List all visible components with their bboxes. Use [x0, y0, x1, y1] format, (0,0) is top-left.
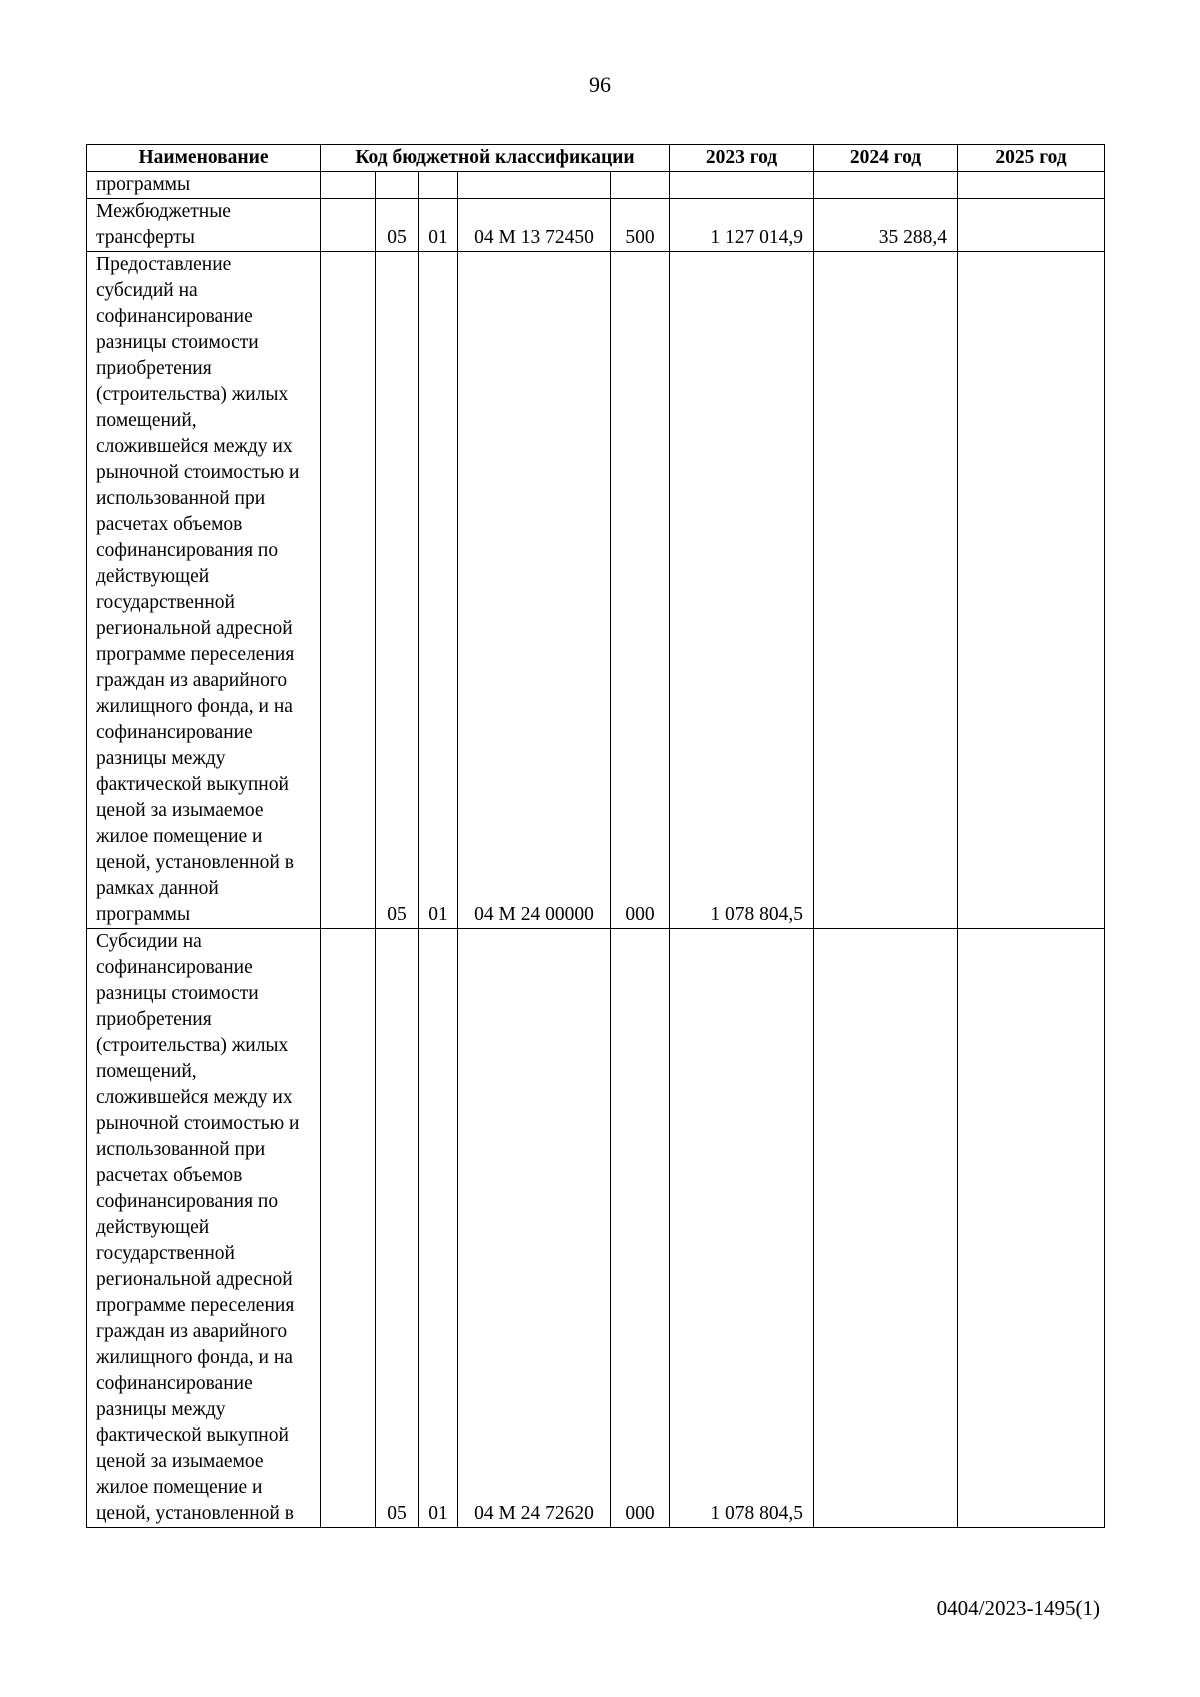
row-name-line: использованной при: [96, 488, 266, 509]
header-name: Наименование: [87, 145, 321, 172]
row-name-line: программе переселения: [96, 1295, 295, 1316]
amount-2025: [958, 929, 1105, 1528]
document-id: 0404/2023-1495(1): [936, 1596, 1100, 1620]
code-cell-target: [458, 172, 611, 199]
amount-2024: [814, 172, 958, 199]
row-name-line: программы: [96, 174, 191, 195]
row-name-line: фактической выкупной: [96, 774, 289, 795]
row-name-line: трансферты: [96, 227, 195, 248]
amount-2025: [958, 252, 1105, 929]
row-name-line: разницы между: [96, 748, 226, 769]
row-name-line: действующей: [96, 566, 210, 587]
row-name-line: жилое помещение и: [96, 826, 263, 847]
budget-table: [86, 144, 1105, 1528]
row-name-line: жилое помещение и: [96, 1477, 263, 1498]
code-cell-target: 04 М 24 00000: [458, 252, 611, 929]
row-name-line: программе переселения: [96, 644, 295, 665]
row-name-line: расчетах объемов: [96, 1165, 243, 1186]
code-cell-section: 05: [376, 252, 419, 929]
code-cell-1: [321, 929, 376, 1528]
row-name-line: государственной: [96, 1243, 235, 1264]
header-budget-code: Код бюджетной классификации: [321, 145, 670, 172]
row-name-line: программы: [96, 904, 191, 925]
row-name-line: ценой за изымаемое: [96, 1451, 264, 1472]
row-name-line: фактической выкупной: [96, 1425, 289, 1446]
row-name: [87, 929, 321, 1528]
row-name-line: разницы стоимости: [96, 983, 259, 1004]
amount-2023: [670, 172, 814, 199]
amount-2024: 35 288,4: [814, 199, 958, 252]
header-2025: 2025 год: [958, 145, 1105, 172]
code-cell-expense-type: 000: [611, 929, 670, 1528]
amount-2023: 1 078 804,5: [670, 252, 814, 929]
row-name: [87, 172, 321, 199]
row-name-line: субсидий на: [96, 280, 198, 301]
row-name: [87, 252, 321, 929]
table-body: [87, 172, 1105, 1528]
code-cell-subsection: 01: [419, 199, 458, 252]
row-name-line: Субсидии на: [96, 931, 202, 952]
code-cell-1: [321, 252, 376, 929]
page-number: 96: [589, 72, 611, 97]
code-cell-target: 04 М 24 72620: [458, 929, 611, 1528]
row-name-line: приобретения: [96, 358, 212, 379]
row-name-line: действующей: [96, 1217, 210, 1238]
row-name-line: разницы между: [96, 1399, 226, 1420]
row-name-line: государственной: [96, 592, 235, 613]
row-name-line: ценой за изымаемое: [96, 800, 264, 821]
code-cell-target: 04 М 13 72450: [458, 199, 611, 252]
row-name-line: (строительства) жилых: [96, 384, 289, 405]
amount-2023: 1 127 014,9: [670, 199, 814, 252]
row-name: [87, 199, 321, 252]
table-row: [87, 929, 1105, 1528]
code-cell-expense-type: 500: [611, 199, 670, 252]
code-cell-expense-type: 000: [611, 252, 670, 929]
row-name-line: разницы стоимости: [96, 332, 259, 353]
row-name-line: ценой, установленной в: [96, 1503, 294, 1524]
amount-2025: [958, 172, 1105, 199]
table-row: [87, 172, 1105, 199]
row-name-line: жилищного фонда, и на: [96, 1347, 293, 1368]
header-2023: 2023 год: [670, 145, 814, 172]
code-cell-1: [321, 172, 376, 199]
code-cell-expense-type: [611, 172, 670, 199]
row-name-line: граждан из аварийного: [96, 1321, 288, 1342]
row-name-line: Предоставление: [96, 254, 232, 275]
table-row: [87, 199, 1105, 252]
row-name-line: софинансирование: [96, 1373, 253, 1394]
code-cell-subsection: 01: [419, 929, 458, 1528]
row-name-line: рыночной стоимостью и: [96, 462, 300, 483]
row-name-line: софинансирования по: [96, 1191, 279, 1212]
row-name-line: приобретения: [96, 1009, 212, 1030]
row-name-line: использованной при: [96, 1139, 266, 1160]
code-cell-1: [321, 199, 376, 252]
table-header-row: [87, 145, 1105, 172]
row-name-line: расчетах объемов: [96, 514, 243, 535]
row-name-line: сложившейся между их: [96, 1087, 293, 1108]
row-name-line: жилищного фонда, и на: [96, 696, 293, 717]
row-name-line: софинансирование: [96, 957, 253, 978]
row-name-line: софинансирования по: [96, 540, 279, 561]
row-name-line: Межбюджетные: [96, 201, 231, 222]
row-name-line: рыночной стоимостью и: [96, 1113, 300, 1134]
row-name-line: помещений,: [96, 1061, 197, 1082]
amount-2024: [814, 929, 958, 1528]
code-cell-section: [376, 172, 419, 199]
row-name-line: помещений,: [96, 410, 197, 431]
header-2024: 2024 год: [814, 145, 958, 172]
code-cell-section: 05: [376, 199, 419, 252]
code-cell-section: 05: [376, 929, 419, 1528]
table-row: [87, 252, 1105, 929]
code-cell-subsection: [419, 172, 458, 199]
amount-2024: [814, 252, 958, 929]
row-name-line: софинансирование: [96, 722, 253, 743]
amount-2025: [958, 199, 1105, 252]
row-name-line: граждан из аварийного: [96, 670, 288, 691]
row-name-line: региональной адресной: [96, 618, 293, 639]
row-name-line: рамках данной: [96, 878, 219, 899]
row-name-line: региональной адресной: [96, 1269, 293, 1290]
row-name-line: (строительства) жилых: [96, 1035, 289, 1056]
row-name-line: сложившейся между их: [96, 436, 293, 457]
row-name-line: ценой, установленной в: [96, 852, 294, 873]
code-cell-subsection: 01: [419, 252, 458, 929]
row-name-line: софинансирование: [96, 306, 253, 327]
amount-2023: 1 078 804,5: [670, 929, 814, 1528]
